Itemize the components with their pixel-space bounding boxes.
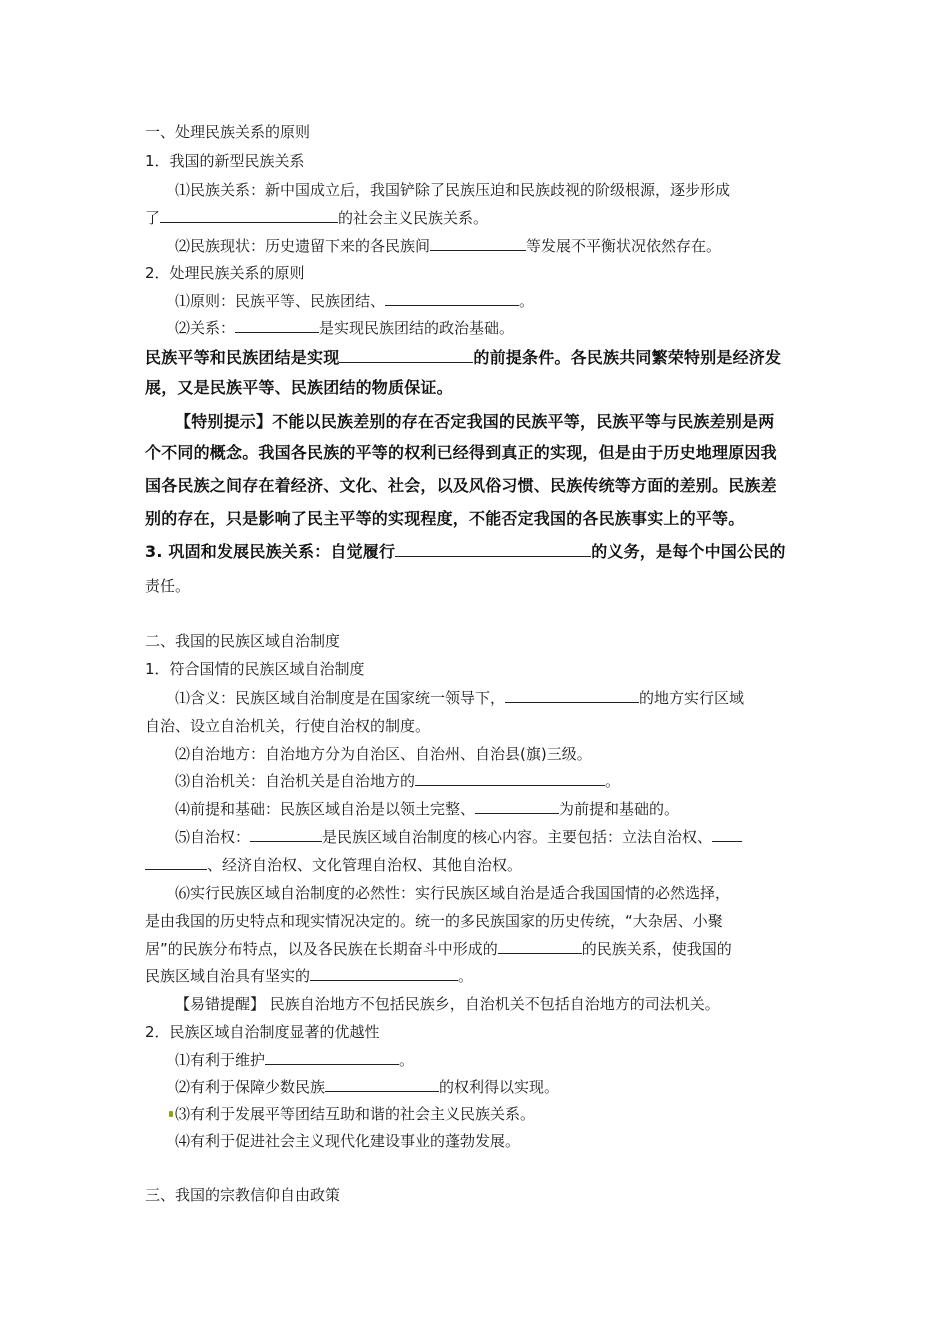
item-4	[175, 799, 679, 819]
fill-blank[interactable]	[712, 827, 742, 842]
advantage-3: ⑶有利于发展平等团结互助和谐的社会主义民族关系。	[175, 1105, 536, 1123]
text: 居”的民族分布特点，以及各民族在长期奋斗中形成的	[145, 940, 498, 958]
bold-line-3	[145, 542, 786, 562]
text: 的社会主义民族关系。	[338, 209, 489, 227]
text: ⑴有利于维护	[175, 1051, 266, 1069]
text: ⑴原则：民族平等、民族团结、	[175, 292, 386, 310]
section-1-heading-2: 2．处理民族关系的原则	[145, 264, 305, 282]
fill-blank[interactable]	[235, 318, 319, 333]
text: 。	[458, 967, 474, 985]
text: ⑸自治权：	[175, 828, 251, 846]
item-1	[175, 688, 744, 708]
paragraph-1b	[145, 208, 488, 228]
text: 3. 巩固和发展民族关系：自觉履行	[145, 542, 396, 561]
paragraph-1a: ⑴民族关系：新中国成立后，我国铲除了民族压迫和民族歧视的阶级根源，逐步形成	[175, 181, 731, 199]
bold-line-1	[145, 348, 781, 368]
fill-blank[interactable]	[395, 542, 591, 557]
bullet-dot-icon	[169, 1111, 173, 1117]
item-6-line-2: 是由我国的历史特点和现实情况决定的。统一的多民族国家的历史传统，“大杂居、小聚	[145, 912, 723, 930]
special-tip-line-3: 国各民族之间存在着经济、文化、社会，以及风俗习惯、民族传统等方面的差别。民族差	[145, 476, 777, 495]
fill-blank[interactable]	[265, 1050, 399, 1065]
fill-blank[interactable]	[310, 966, 458, 981]
text: ⑵民族现状：历史遗留下来的各民族间	[175, 237, 431, 255]
special-tip-line-1: 【特别提示】不能以民族差别的存在否定我国的民族平等，民族平等与民族差别是两	[175, 412, 775, 431]
error-reminder: 【易错提醒】 民族自治地方不包括民族乡，自治机关不包括自治地方的司法机关。	[175, 995, 720, 1013]
fill-blank[interactable]	[505, 688, 639, 703]
text: ⑶自治机关：自治机关是自治地方的	[175, 772, 416, 790]
text: 、经济自治权、文化管理自治权、其他自治权。	[207, 856, 523, 874]
text: 的前提条件。各民族共同繁荣特别是经济发	[473, 348, 782, 367]
paragraph-4	[175, 318, 514, 338]
item-5	[175, 827, 742, 847]
item-6-line-1: ⑹实行民族区域自治制度的必然性：实行民族区域自治是适合我国国情的必然选择，	[175, 884, 731, 902]
text: 等发展不平衡状况依然存在。	[526, 237, 722, 255]
section-3-title: 三、我国的宗教信仰自由政策	[145, 1186, 341, 1204]
item-3	[175, 771, 620, 791]
text: 的义务，是每个中国公民的	[591, 542, 786, 561]
advantage-4: ⑷有利于促进社会主义现代化建设事业的蓬勃发展。	[175, 1132, 521, 1150]
paragraph-3	[175, 291, 534, 311]
fill-blank[interactable]	[430, 236, 526, 251]
text: 为前提和基础的。	[559, 800, 680, 818]
fill-blank[interactable]	[385, 291, 519, 306]
text: 的民族关系，使我国的	[581, 940, 732, 958]
paragraph-end: 责任。	[145, 577, 191, 595]
section-2-heading-1: 1．符合国情的民族区域自治制度	[145, 660, 365, 678]
section-1-heading-1: 1．我国的新型民族关系	[145, 152, 305, 170]
section-2-heading-2: 2．民族区域自治制度显著的优越性	[145, 1023, 380, 1041]
item-6-line-3	[145, 939, 732, 959]
text: 的权利得以实现。	[439, 1078, 560, 1096]
advantage-1	[175, 1050, 414, 1070]
text: 了	[145, 209, 161, 227]
bold-line-2: 展，又是民族平等、民族团结的物质保证。	[145, 378, 453, 397]
section-2-title: 二、我国的民族区域自治制度	[145, 632, 341, 650]
text: 是民族区域自治制度的核心内容。主要包括：立法自治权、	[322, 828, 713, 846]
fill-blank[interactable]	[475, 799, 559, 814]
fill-blank[interactable]	[325, 1077, 439, 1092]
special-tip-line-4: 别的存在，只是影响了民主平等的实现程度，不能否定我国的各民族事实上的平等。	[145, 509, 745, 528]
section-1-title: 一、处理民族关系的原则	[145, 123, 311, 141]
text: 民族平等和民族团结是实现	[145, 348, 340, 367]
item-1-cont: 自治、设立自治机关，行使自治权的制度。	[145, 717, 431, 735]
fill-blank[interactable]	[160, 208, 338, 223]
fill-blank[interactable]	[250, 827, 322, 842]
text: 。	[399, 1051, 415, 1069]
special-tip-line-2: 个不同的概念。我国各民族的平等的权利已经得到真正的实现，但是由于历史地理原因我	[145, 443, 777, 462]
text: 。	[605, 772, 621, 790]
text: ⑴含义：民族区域自治制度是在国家统一领导下，	[175, 689, 506, 707]
item-5-cont	[145, 855, 522, 875]
fill-blank[interactable]	[339, 348, 473, 363]
text: 是实现民族团结的政治基础。	[319, 319, 515, 337]
text: ⑵有利于保障少数民族	[175, 1078, 326, 1096]
text: 民族区域自治具有坚实的	[145, 967, 311, 985]
text: ⑷前提和基础：民族区域自治是以领土完整、	[175, 800, 476, 818]
fill-blank[interactable]	[145, 855, 207, 870]
fill-blank[interactable]	[498, 939, 582, 954]
text: 。	[519, 292, 535, 310]
item-6-line-4	[145, 966, 473, 986]
item-2: ⑵自治地方：自治地方分为自治区、自治州、自治县(旗)三级。	[175, 745, 592, 763]
fill-blank[interactable]	[415, 771, 605, 786]
text: 的地方实行区域	[639, 689, 745, 707]
paragraph-2	[175, 236, 721, 256]
text: ⑵关系：	[175, 319, 236, 337]
advantage-2	[175, 1077, 559, 1097]
